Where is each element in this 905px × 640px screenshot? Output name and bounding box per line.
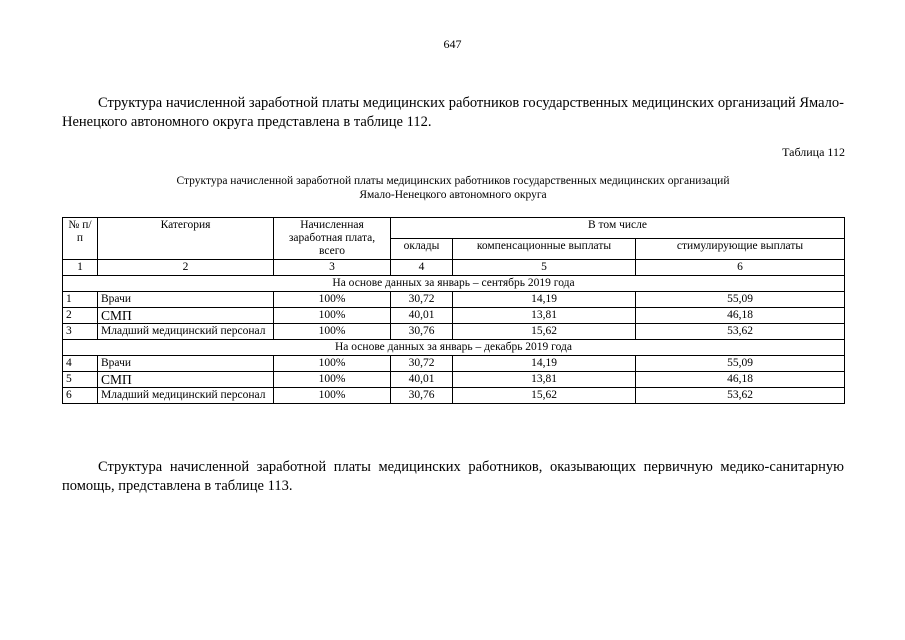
- row-incentive: 53,62: [636, 388, 845, 404]
- row-salaries: 30,72: [391, 356, 453, 372]
- row-salaries: 40,01: [391, 308, 453, 324]
- column-number: 6: [636, 260, 845, 276]
- table-row: [63, 324, 845, 340]
- page-number: 647: [443, 37, 462, 51]
- intro-paragraph: Структура начисленной заработной платы медицинских работников государственных медицинских организаций Ямало-Ненецкого автономного округа представлена в таблице 112.: [62, 95, 844, 130]
- row-incentive: 55,09: [636, 356, 845, 372]
- header-salaries: оклады: [391, 239, 453, 260]
- row-compensation: 14,19: [453, 292, 636, 308]
- row-num: 1: [63, 292, 98, 308]
- header-num: № п/п: [63, 218, 98, 260]
- row-compensation: 13,81: [453, 308, 636, 324]
- row-category: Младший медицинский персонал: [98, 324, 274, 340]
- column-number: 1: [63, 260, 98, 276]
- table-row: [63, 308, 845, 324]
- row-total: 100%: [274, 292, 391, 308]
- column-number: 3: [274, 260, 391, 276]
- row-category: Младший медицинский персонал: [98, 388, 274, 404]
- table-caption-line2: Ямало-Ненецкого автономного округа: [359, 189, 547, 201]
- row-incentive: 46,18: [636, 372, 845, 388]
- column-number: 4: [391, 260, 453, 276]
- table-row: [63, 372, 845, 388]
- row-salaries: 30,76: [391, 324, 453, 340]
- column-number-row: [63, 260, 845, 276]
- row-category: Врачи: [98, 292, 274, 308]
- section-title: На основе данных за январь – сентябрь 2019 года: [63, 276, 845, 292]
- row-category: Врачи: [98, 356, 274, 372]
- row-salaries: 30,72: [391, 292, 453, 308]
- header-category: Категория: [98, 218, 274, 260]
- row-category: СМП: [98, 372, 274, 388]
- row-total: 100%: [274, 324, 391, 340]
- table-caption-line1: Структура начисленной заработной платы медицинских работников государственных медицинских организаций: [176, 175, 730, 187]
- header-incentive: стимулирующие выплаты: [636, 239, 845, 260]
- row-compensation: 15,62: [453, 324, 636, 340]
- row-salaries: 30,76: [391, 388, 453, 404]
- column-number: 2: [98, 260, 274, 276]
- header-including: В том числе: [391, 218, 845, 239]
- row-compensation: 14,19: [453, 356, 636, 372]
- row-salaries: 40,01: [391, 372, 453, 388]
- row-total: 100%: [274, 356, 391, 372]
- row-total: 100%: [274, 372, 391, 388]
- row-num: 6: [63, 388, 98, 404]
- salary-structure-table: [62, 217, 845, 404]
- row-incentive: 55,09: [636, 292, 845, 308]
- row-total: 100%: [274, 308, 391, 324]
- header-compensation: компенсационные выплаты: [453, 239, 636, 260]
- table-row: [63, 356, 845, 372]
- closing-paragraph: Структура начисленной заработной платы медицинских работников, оказывающих первичную медико-санитарную помощь, представлена в таблице 113.: [62, 459, 844, 494]
- row-compensation: 13,81: [453, 372, 636, 388]
- column-number: 5: [453, 260, 636, 276]
- table-label: Таблица 112: [782, 145, 845, 159]
- row-num: 4: [63, 356, 98, 372]
- row-incentive: 46,18: [636, 308, 845, 324]
- table-row: [63, 292, 845, 308]
- row-category: СМП: [98, 308, 274, 324]
- table-caption: [62, 174, 844, 202]
- row-num: 2: [63, 308, 98, 324]
- row-num: 5: [63, 372, 98, 388]
- table-row: [63, 388, 845, 404]
- section-row: [63, 340, 845, 356]
- row-incentive: 53,62: [636, 324, 845, 340]
- row-total: 100%: [274, 388, 391, 404]
- row-compensation: 15,62: [453, 388, 636, 404]
- header-total: Начисленная заработная плата, всего: [274, 218, 391, 260]
- section-title: На основе данных за январь – декабрь 2019 года: [63, 340, 845, 356]
- row-num: 3: [63, 324, 98, 340]
- section-row: [63, 276, 845, 292]
